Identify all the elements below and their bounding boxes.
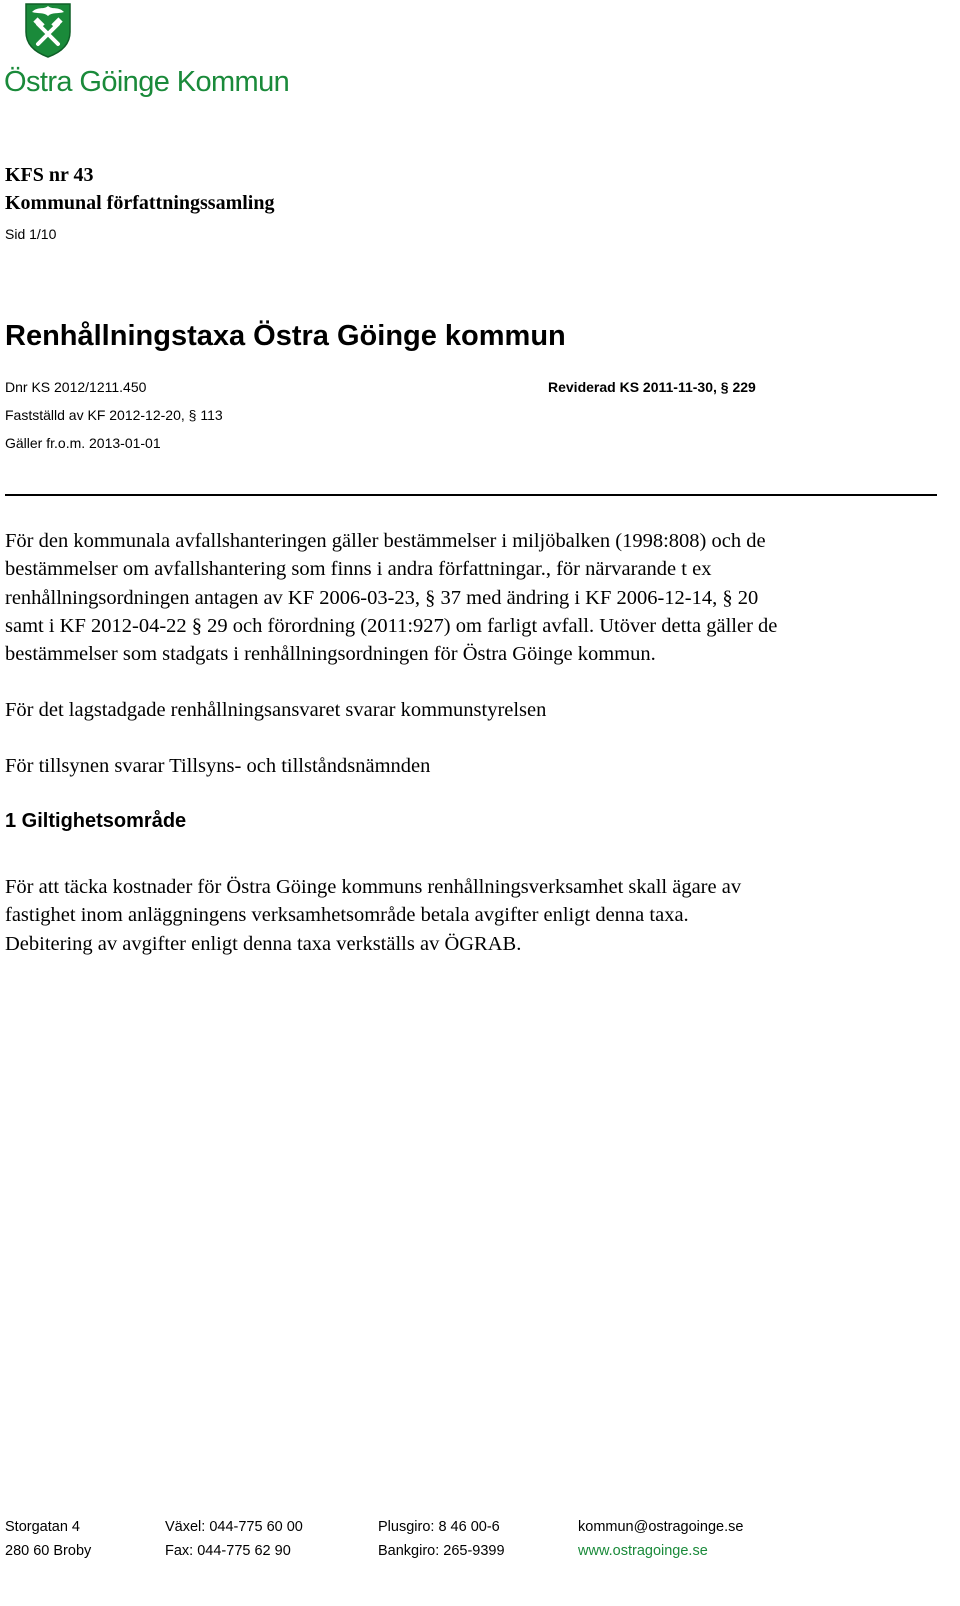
footer-address-city: 280 60 Broby [5,1543,92,1559]
section-line: fastighet inom anläggningens verksamhetsområde betala avgifter enligt denna taxa. [5,904,689,927]
footer-address-street: Storgatan 4 [5,1519,80,1535]
responsibility-text: För det lagstadgade renhållningsansvaret svarar kommunstyrelsen [5,699,547,721]
supervision-paragraph [5,752,940,780]
municipal-crest-logo [24,2,72,58]
footer-fax: Fax: 044-775 62 90 [165,1543,291,1559]
intro-line: samt i KF 2012-04-22 § 29 och förordning (2011:927) om farligt avfall. Utöver detta gäller de [5,614,778,637]
supervision-text: För tillsynen svarar Tillsyns- och tillståndsnämnden [5,755,431,777]
footer-website-link[interactable]: www.ostragoinge.se [578,1543,708,1559]
footer-plusgiro: Plusgiro: 8 46 00-6 [378,1519,500,1535]
intro-line: bestämmelser som stadgats i renhållningsordningen för Östra Göinge kommun. [5,643,656,666]
page-number: Sid 1/10 [5,226,57,242]
footer-phone: Växel: 044-775 60 00 [165,1519,303,1535]
header-divider [5,494,937,496]
adopted-note: Fastställd av KF 2012-12-20, § 113 [5,407,223,423]
intro-line: bestämmelser om avfallshantering som finns i andra författningar., för närvarande t ex [5,558,712,581]
responsibility-paragraph [5,696,940,724]
collection-title: Kommunal författningssamling [5,192,275,214]
revision-note: Reviderad KS 2011-11-30, § 229 [548,379,756,395]
section-line: Debitering av avgifter enligt denna taxa verkställs av ÖGRAB. [5,932,522,955]
dnr-reference: Dnr KS 2012/1211.450 [5,379,147,395]
footer-bankgiro: Bankgiro: 265-9399 [378,1543,505,1559]
footer-email-link[interactable]: kommun@ostragoinge.se [578,1519,744,1535]
section-heading: 1 Giltighetsområde [5,810,187,832]
intro-paragraph [5,527,940,668]
logo-wordmark: Östra Göinge Kommun [4,66,290,98]
valid-from-note: Gäller fr.o.m. 2013-01-01 [5,435,161,451]
section-line: För att täcka kostnader för Östra Göinge kommuns renhållningsverksamhet skall ägare av [5,876,742,898]
intro-line: För den kommunala avfallshanteringen gäller bestämmelser i miljöbalken (1998:808) och de [5,530,766,552]
intro-line: renhållningsordningen antagen av KF 2006-03-23, § 37 med ändring i KF 2006-12-14, § 20 [5,586,759,609]
kfs-number: KFS nr 43 [5,164,94,186]
page-title: Renhållningstaxa Östra Göinge kommun [5,320,566,352]
section-paragraph [5,873,940,958]
